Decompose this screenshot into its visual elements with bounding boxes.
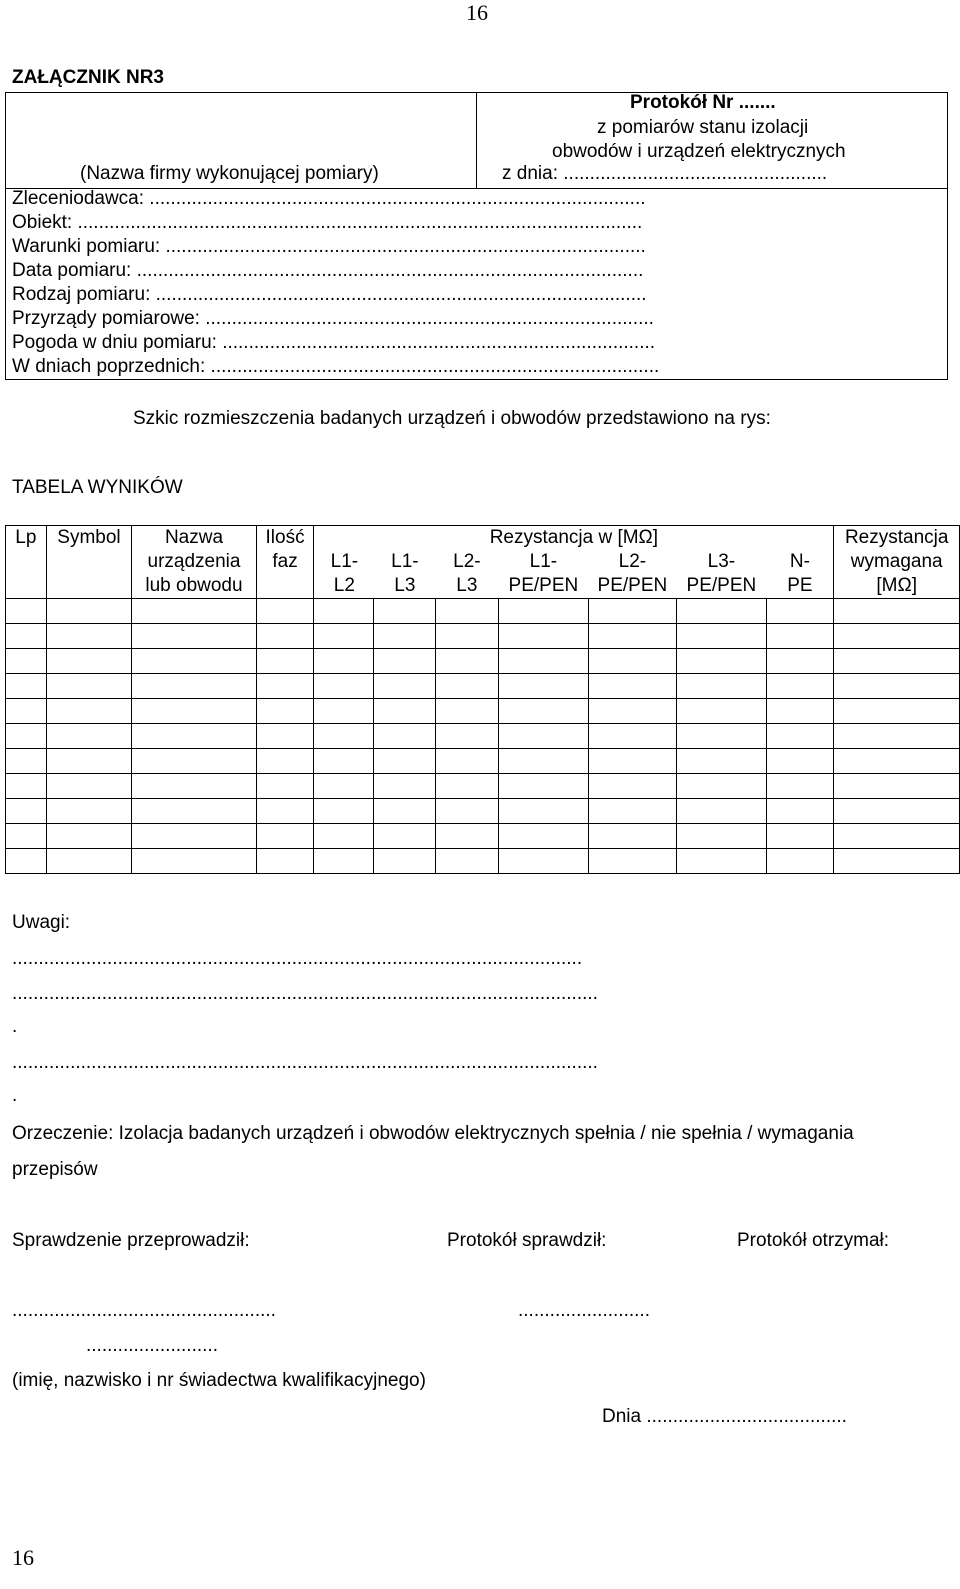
table-cell [256, 674, 314, 699]
table-cell [132, 849, 256, 874]
table-cell [767, 599, 834, 624]
table-cell [767, 674, 834, 699]
table-cell [677, 599, 767, 624]
table-cell [374, 849, 435, 874]
table-cell [46, 624, 132, 649]
table-cell [132, 624, 256, 649]
table-cell [834, 649, 960, 674]
table-cell [374, 724, 435, 749]
table-cell [46, 724, 132, 749]
col-resistance-group-label: Rezystancja w [MΩ] [489, 527, 659, 548]
table-cell [314, 624, 374, 649]
sig-dots-2: ......................... [518, 1300, 650, 1321]
table-cell [314, 749, 374, 774]
table-cell [767, 749, 834, 774]
table-cell [834, 774, 960, 799]
table-row [6, 749, 960, 774]
protocol-title: Protokół Nr ....... [630, 92, 776, 113]
table-cell [677, 749, 767, 774]
table-cell [588, 724, 676, 749]
table-cell [677, 824, 767, 849]
table-cell [256, 724, 314, 749]
verdict-line-2: przepisów [12, 1159, 98, 1180]
sub-col-l2-l3: L2- L3 [453, 551, 481, 596]
col-lp: Lp [6, 526, 47, 599]
col-phases: Ilość faz [256, 526, 314, 599]
table-cell [677, 724, 767, 749]
table-cell [6, 599, 47, 624]
field-zleceniodawca: Zleceniodawca: .............................................................................................. [12, 188, 646, 209]
col-name: Nazwa urządzenia lub obwodu [132, 526, 256, 599]
table-cell [374, 699, 435, 724]
table-cell [132, 749, 256, 774]
table-cell [834, 724, 960, 749]
table-row [6, 674, 960, 699]
table-cell [498, 824, 588, 849]
table-cell [256, 599, 314, 624]
table-cell [677, 624, 767, 649]
table-cell [314, 849, 374, 874]
table-cell [588, 824, 676, 849]
table-cell [767, 624, 834, 649]
table-row [6, 699, 960, 724]
table-cell [588, 674, 676, 699]
table-cell [498, 699, 588, 724]
table-cell [6, 774, 47, 799]
sig-dots-3: ......................... [86, 1335, 218, 1356]
sub-col-l1-pe: L1- PE/PEN [508, 551, 579, 596]
field-data: Data pomiaru: ................................................................................................ [12, 260, 644, 281]
table-row [6, 824, 960, 849]
table-cell [314, 649, 374, 674]
table-header-row [6, 526, 960, 599]
table-cell [767, 649, 834, 674]
table-cell [677, 649, 767, 674]
table-cell [498, 849, 588, 874]
table-cell [588, 749, 676, 774]
table-cell [132, 649, 256, 674]
table-cell [374, 774, 435, 799]
table-cell [46, 649, 132, 674]
table-cell [677, 849, 767, 874]
table-cell [374, 649, 435, 674]
table-cell [677, 799, 767, 824]
table-cell [834, 849, 960, 874]
table-cell [46, 674, 132, 699]
table-cell [46, 699, 132, 724]
table-cell [6, 824, 47, 849]
table-cell [588, 649, 676, 674]
table-cell [374, 749, 435, 774]
table-cell [498, 624, 588, 649]
col-resistance-group [314, 526, 834, 599]
table-cell [6, 849, 47, 874]
table-cell [6, 799, 47, 824]
table-cell [6, 699, 47, 724]
table-cell [588, 849, 676, 874]
table-cell [46, 599, 132, 624]
table-cell [314, 824, 374, 849]
table-cell [314, 699, 374, 724]
table-cell [132, 799, 256, 824]
table-cell [256, 624, 314, 649]
field-warunki: Warunki pomiaru: ........................................................................................... [12, 236, 646, 257]
table-cell [834, 674, 960, 699]
table-cell [588, 599, 676, 624]
table-cell [435, 849, 498, 874]
table-cell [46, 849, 132, 874]
col-symbol: Symbol [46, 526, 132, 599]
table-cell [6, 649, 47, 674]
table-cell [834, 824, 960, 849]
table-cell [834, 599, 960, 624]
table-cell [6, 674, 47, 699]
table-cell [834, 799, 960, 824]
protocol-date: z dnia: .................................................. [502, 163, 828, 184]
sub-col-l2-pe: L2- PE/PEN [597, 551, 668, 596]
table-cell [498, 724, 588, 749]
table-cell [435, 724, 498, 749]
table-cell [46, 774, 132, 799]
remarks-line-3: . [12, 1016, 18, 1037]
table-row [6, 724, 960, 749]
sig-performed-by: Sprawdzenie przeprowadził: [12, 1230, 250, 1251]
table-cell [677, 674, 767, 699]
table-cell [6, 624, 47, 649]
table-cell [132, 699, 256, 724]
table-cell [435, 749, 498, 774]
table-cell [46, 824, 132, 849]
sig-received-by: Protokół otrzymał: [737, 1230, 890, 1251]
table-cell [498, 599, 588, 624]
remarks-line-5: . [12, 1085, 18, 1106]
col-required: Rezystancja wymagana [MΩ] [834, 526, 960, 599]
table-cell [314, 599, 374, 624]
table-cell [256, 649, 314, 674]
table-cell [374, 599, 435, 624]
remarks-line-1: ............................................................................................................ [12, 948, 583, 969]
table-cell [435, 699, 498, 724]
verdict-line-1: Orzeczenie: Izolacja badanych urządzeń i obwodów elektrycznych spełnia / nie spełnia / wymagania [12, 1123, 854, 1144]
sig-name-note: (imię, nazwisko i nr świadectwa kwalifikacyjnego) [12, 1370, 426, 1391]
sketch-note: Szkic rozmieszczenia badanych urządzeń i obwodów przedstawiono na rys: [133, 408, 771, 429]
table-cell [256, 799, 314, 824]
field-pogoda: Pogoda w dniu pomiaru: .................................................................................. [12, 332, 656, 353]
table-cell [767, 699, 834, 724]
field-przyrzady: Przyrządy pomiarowe: ..................................................................................... [12, 308, 654, 329]
table-cell [767, 724, 834, 749]
field-dni-poprzednie: W dniach poprzednich: ..................................................................................... [12, 356, 660, 377]
table-cell [498, 749, 588, 774]
table-row [6, 774, 960, 799]
table-cell [498, 674, 588, 699]
table-row [6, 799, 960, 824]
table-cell [498, 799, 588, 824]
sub-col-l1-l2: L1- L2 [330, 551, 359, 596]
sub-col-l1-l3: L1- L3 [391, 551, 419, 596]
table-cell [677, 774, 767, 799]
table-cell [435, 824, 498, 849]
table-title: TABELA WYNIKÓW [12, 477, 183, 498]
table-cell [256, 749, 314, 774]
sub-col-l3-pe: L3- PE/PEN [686, 551, 757, 596]
table-cell [46, 799, 132, 824]
table-cell [588, 699, 676, 724]
table-cell [256, 699, 314, 724]
table-cell [435, 649, 498, 674]
table-cell [498, 774, 588, 799]
table-cell [435, 599, 498, 624]
sig-date: Dnia ...................................... [602, 1406, 847, 1427]
table-cell [435, 674, 498, 699]
table-cell [435, 624, 498, 649]
table-cell [588, 774, 676, 799]
table-cell [132, 774, 256, 799]
table-cell [132, 724, 256, 749]
header-divider [476, 92, 477, 188]
table-row [6, 849, 960, 874]
table-cell [132, 599, 256, 624]
table-cell [588, 799, 676, 824]
table-cell [132, 674, 256, 699]
table-cell [767, 824, 834, 849]
field-obiekt: Obiekt: ........................................................................................................... [12, 212, 643, 233]
field-rodzaj: Rodzaj pomiaru: ............................................................................................. [12, 284, 647, 305]
table-row [6, 599, 960, 624]
sig-dots-1: .................................................. [12, 1300, 276, 1321]
results-table [5, 525, 960, 874]
table-cell [6, 724, 47, 749]
table-cell [256, 849, 314, 874]
table-cell [6, 749, 47, 774]
table-row [6, 649, 960, 674]
table-cell [314, 674, 374, 699]
remarks-line-4: ............................................................................................................... [12, 1052, 598, 1073]
page-number-top: 16 [466, 0, 488, 25]
table-cell [314, 774, 374, 799]
table-cell [834, 749, 960, 774]
attachment-title: ZAŁĄCZNIK NR3 [12, 67, 164, 88]
protocol-line3: obwodów i urządzeń elektrycznych [552, 141, 846, 162]
table-cell [834, 624, 960, 649]
table-cell [677, 699, 767, 724]
table-cell [132, 824, 256, 849]
table-cell [498, 649, 588, 674]
table-cell [767, 799, 834, 824]
table-row [6, 624, 960, 649]
table-cell [767, 774, 834, 799]
table-cell [314, 799, 374, 824]
table-cell [435, 774, 498, 799]
table-cell [374, 824, 435, 849]
table-cell [588, 624, 676, 649]
table-cell [834, 699, 960, 724]
table-cell [256, 824, 314, 849]
table-cell [46, 749, 132, 774]
table-cell [374, 674, 435, 699]
sub-col-n-pe: N- PE [787, 551, 813, 596]
table-cell [374, 799, 435, 824]
sig-checked-by: Protokół sprawdził: [447, 1230, 607, 1251]
remarks-label: Uwagi: [12, 912, 71, 933]
remarks-line-2: ............................................................................................................... [12, 983, 598, 1004]
company-label: (Nazwa firmy wykonującej pomiary) [80, 163, 379, 184]
table-cell [256, 774, 314, 799]
page-number-bottom: 16 [12, 1545, 34, 1570]
table-cell [314, 724, 374, 749]
table-cell [767, 849, 834, 874]
table-cell [374, 624, 435, 649]
table-body [6, 599, 960, 874]
protocol-line2: z pomiarów stanu izolacji [597, 117, 809, 138]
table-cell [435, 799, 498, 824]
